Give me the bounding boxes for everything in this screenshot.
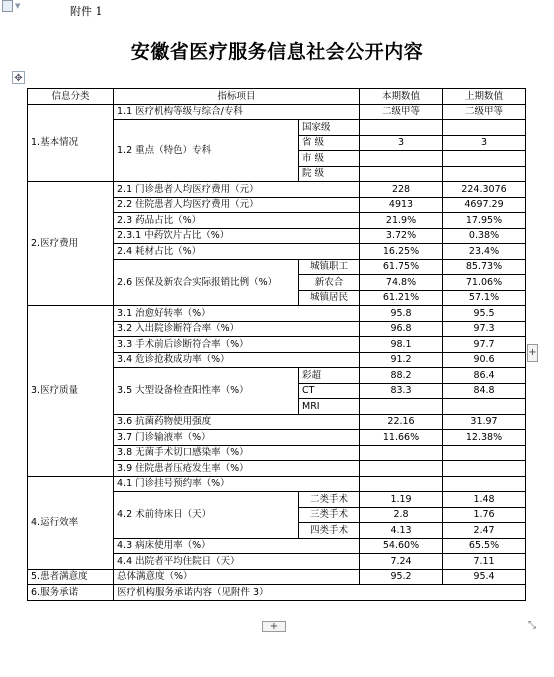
- table-row: [28, 476, 526, 492]
- sub-cell: CT: [299, 383, 360, 399]
- previous-value: [443, 399, 526, 415]
- category-cell: 6.服务承诺: [28, 585, 114, 601]
- current-value: 61.21%: [360, 290, 443, 306]
- previous-value: 57.1%: [443, 290, 526, 306]
- sub-cell: 省 级: [299, 135, 360, 151]
- page-title: 安徽省医疗服务信息社会公开内容: [130, 41, 424, 63]
- item-cell: 4.1 门诊挂号预约率（%）: [114, 476, 360, 492]
- item-cell: 4.2 术前待床日（天）: [114, 492, 299, 539]
- previous-value: 95.5: [443, 306, 526, 322]
- previous-value: 7.11: [443, 554, 526, 570]
- sub-cell: 四类手术: [299, 523, 360, 539]
- previous-value: 65.5%: [443, 538, 526, 554]
- sub-cell: 二类手术: [299, 492, 360, 508]
- attachment-label: 附件 1: [70, 5, 103, 18]
- sub-cell: 国家级: [299, 120, 360, 136]
- current-value: 1.19: [360, 492, 443, 508]
- current-value: 95.8: [360, 306, 443, 322]
- sub-cell: 市 级: [299, 151, 360, 167]
- item-cell: 3.1 治愈好转率（%）: [114, 306, 360, 322]
- table-resize-handle[interactable]: ⤡: [528, 620, 536, 631]
- current-value: 二级甲等: [360, 104, 443, 120]
- current-value: 83.3: [360, 383, 443, 399]
- current-value: [360, 120, 443, 136]
- item-cell: 4.4 出院者平均住院日（天）: [114, 554, 360, 570]
- current-value: 16.25%: [360, 244, 443, 260]
- current-value: [360, 445, 443, 461]
- table-row: [28, 182, 526, 198]
- category-cell: 5.患者满意度: [28, 569, 114, 585]
- document-icon[interactable]: ▼: [2, 0, 16, 10]
- item-cell: 3.8 无菌手术切口感染率（%）: [114, 445, 360, 461]
- item-cell: 2.2 住院患者人均医疗费用（元）: [114, 197, 360, 213]
- current-value: 54.60%: [360, 538, 443, 554]
- previous-value: 97.7: [443, 337, 526, 353]
- sub-cell: 彩超: [299, 368, 360, 384]
- previous-value: [443, 445, 526, 461]
- item-cell: 3.3 手术前后诊断符合率（%）: [114, 337, 360, 353]
- table-row: [28, 569, 526, 585]
- previous-value: 86.4: [443, 368, 526, 384]
- previous-value: [443, 120, 526, 136]
- header-category: 信息分类: [28, 89, 114, 105]
- current-value: 3: [360, 135, 443, 151]
- previous-value: 17.95%: [443, 213, 526, 229]
- previous-value: 23.4%: [443, 244, 526, 260]
- sub-cell: 城镇职工: [299, 259, 360, 275]
- previous-value: 2.47: [443, 523, 526, 539]
- item-cell: 医疗机构服务承诺内容（见附件 3）: [114, 585, 526, 601]
- current-value: 95.2: [360, 569, 443, 585]
- item-cell: 1.1 医疗机构等级与综合/专科: [114, 104, 360, 120]
- previous-value: [443, 151, 526, 167]
- previous-value: 95.4: [443, 569, 526, 585]
- current-value: 21.9%: [360, 213, 443, 229]
- previous-value: 1.48: [443, 492, 526, 508]
- item-cell: 3.7 门诊输液率（%）: [114, 430, 360, 446]
- current-value: 11.66%: [360, 430, 443, 446]
- previous-value: 12.38%: [443, 430, 526, 446]
- add-row-button[interactable]: +: [262, 621, 286, 632]
- current-value: 7.24: [360, 554, 443, 570]
- item-cell: 3.4 危诊抢救成功率（%）: [114, 352, 360, 368]
- current-value: 2.8: [360, 507, 443, 523]
- item-cell: 3.6 抗菌药物使用强度: [114, 414, 360, 430]
- item-cell: 2.3 药品占比（%）: [114, 213, 360, 229]
- current-value: 3.72%: [360, 228, 443, 244]
- current-value: 91.2: [360, 352, 443, 368]
- current-value: [360, 399, 443, 415]
- category-cell: 2.医疗费用: [28, 182, 114, 306]
- previous-value: 1.76: [443, 507, 526, 523]
- current-value: 61.75%: [360, 259, 443, 275]
- sub-cell: 院 级: [299, 166, 360, 182]
- table-header-row: [28, 89, 526, 105]
- table-row: [28, 306, 526, 322]
- current-value: [360, 166, 443, 182]
- current-value: 98.1: [360, 337, 443, 353]
- previous-value: 0.38%: [443, 228, 526, 244]
- current-value: 228: [360, 182, 443, 198]
- category-cell: 4.运行效率: [28, 476, 114, 569]
- sub-cell: 城镇居民: [299, 290, 360, 306]
- current-value: 88.2: [360, 368, 443, 384]
- current-value: [360, 151, 443, 167]
- item-cell: 总体满意度（%）: [114, 569, 360, 585]
- current-value: 4.13: [360, 523, 443, 539]
- sub-cell: 三类手术: [299, 507, 360, 523]
- item-cell: 2.6 医保及新农合实际报销比例（%）: [114, 259, 299, 306]
- current-value: 22.16: [360, 414, 443, 430]
- previous-value: 97.3: [443, 321, 526, 337]
- item-cell: 3.2 入出院诊断符合率（%）: [114, 321, 360, 337]
- previous-value: 3: [443, 135, 526, 151]
- current-value: [360, 476, 443, 492]
- item-cell: 2.4 耗材占比（%）: [114, 244, 360, 260]
- add-column-button[interactable]: +: [527, 344, 538, 362]
- category-cell: 3.医疗质量: [28, 306, 114, 477]
- info-table: [27, 88, 526, 601]
- previous-value: 31.97: [443, 414, 526, 430]
- previous-value: [443, 461, 526, 477]
- sub-cell: MRI: [299, 399, 360, 415]
- current-value: 74.8%: [360, 275, 443, 291]
- table-move-handle[interactable]: ✥: [12, 71, 25, 84]
- previous-value: 71.06%: [443, 275, 526, 291]
- header-previous: 上期数值: [443, 89, 526, 105]
- current-value: 96.8: [360, 321, 443, 337]
- item-cell: 1.2 重点（特色）专科: [114, 120, 299, 182]
- current-value: 4913: [360, 197, 443, 213]
- table-row: [28, 104, 526, 120]
- sub-cell: 新农合: [299, 275, 360, 291]
- header-item: 指标项目: [114, 89, 360, 105]
- header-current: 本期数值: [360, 89, 443, 105]
- previous-value: [443, 476, 526, 492]
- item-cell: 3.5 大型设备检查阳性率（%）: [114, 368, 299, 415]
- item-cell: 2.1 门诊患者人均医疗费用（元）: [114, 182, 360, 198]
- previous-value: 90.6: [443, 352, 526, 368]
- item-cell: 2.3.1 中药饮片占比（%）: [114, 228, 360, 244]
- previous-value: 85.73%: [443, 259, 526, 275]
- previous-value: [443, 166, 526, 182]
- previous-value: 4697.29: [443, 197, 526, 213]
- previous-value: 224.3076: [443, 182, 526, 198]
- previous-value: 84.8: [443, 383, 526, 399]
- item-cell: 3.9 住院患者压疮发生率（%）: [114, 461, 360, 477]
- table-row: [28, 585, 526, 601]
- previous-value: 二级甲等: [443, 104, 526, 120]
- item-cell: 4.3 病床使用率（%）: [114, 538, 360, 554]
- current-value: [360, 461, 443, 477]
- category-cell: 1.基本情况: [28, 104, 114, 182]
